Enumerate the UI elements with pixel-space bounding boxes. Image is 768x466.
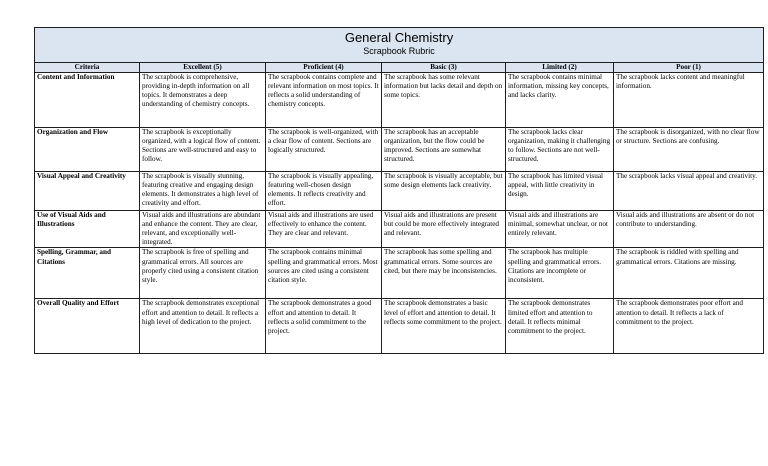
rubric-cell: The scrapbook contains minimal spelling and grammatical errors. Most sources are cited using a consistent citation style. bbox=[266, 248, 382, 299]
criteria-cell: Visual Appeal and Creativity bbox=[35, 172, 140, 211]
rubric-cell: The scrapbook is visually acceptable, but some design elements lack creativity. bbox=[382, 172, 506, 211]
rubric-cell: The scrapbook has an acceptable organization, but the flow could be improved. Sections are somewhat structured. bbox=[382, 128, 506, 172]
header-limited: Limited (2) bbox=[506, 63, 614, 73]
rubric-cell: The scrapbook is visually stunning, featuring creative and engaging design elements. It demonstrates a high level of creativity and effort. bbox=[140, 172, 266, 211]
rubric-cell: The scrapbook is exceptionally organized, with a logical flow of content. Sections are well-structured and easy to follow. bbox=[140, 128, 266, 172]
table-row bbox=[35, 128, 764, 172]
rubric-cell: The scrapbook demonstrates poor effort and attention to detail. It reflects a lack of commitment to the project. bbox=[614, 299, 764, 354]
rubric-cell: Visual aids and illustrations are absent or do not contribute to understanding. bbox=[614, 211, 764, 248]
header-basic: Basic (3) bbox=[382, 63, 506, 73]
header-criteria: Criteria bbox=[35, 63, 140, 73]
criteria-cell: Overall Quality and Effort bbox=[35, 299, 140, 354]
document-title: General Chemistry bbox=[344, 30, 454, 45]
table-row bbox=[35, 172, 764, 211]
rubric-cell: The scrapbook is disorganized, with no clear flow or structure. Sections are confusing. bbox=[614, 128, 764, 172]
header-row bbox=[35, 63, 764, 73]
table-row bbox=[35, 248, 764, 299]
criteria-cell: Content and Information bbox=[35, 73, 140, 128]
criteria-cell: Organization and Flow bbox=[35, 128, 140, 172]
criteria-cell: Use of Visual Aids and Illustrations bbox=[35, 211, 140, 248]
rubric-cell: The scrapbook lacks visual appeal and creativity. bbox=[614, 172, 764, 211]
document-subtitle: Scrapbook Rubric bbox=[363, 46, 435, 56]
rubric-cell: Visual aids and illustrations are present but could be more effectively integrated and relevant. bbox=[382, 211, 506, 248]
rubric-cell: The scrapbook contains minimal information, missing key concepts, and lacks clarity. bbox=[506, 73, 614, 128]
rubric-cell: The scrapbook has multiple spelling and grammatical errors. Citations are incomplete or inconsistent. bbox=[506, 248, 614, 299]
table-row bbox=[35, 299, 764, 354]
criteria-cell: Spelling, Grammar, and Citations bbox=[35, 248, 140, 299]
rubric-cell: The scrapbook demonstrates limited effort and attention to detail. It reflects minimal commitment to the project. bbox=[506, 299, 614, 354]
rubric-cell: The scrapbook contains complete and relevant information on most topics. It reflects a solid understanding of chemistry concepts. bbox=[266, 73, 382, 128]
rubric-cell: The scrapbook demonstrates a basic level of effort and attention to detail. It reflects some commitment to the project. bbox=[382, 299, 506, 354]
rubric-cell: Visual aids and illustrations are minimal, somewhat unclear, or not entirely relevant. bbox=[506, 211, 614, 248]
rubric-cell: The scrapbook has some spelling and grammatical errors. Some sources are cited, but there may be inconsistencies. bbox=[382, 248, 506, 299]
header-excellent: Excellent (5) bbox=[140, 63, 266, 73]
rubric-cell: The scrapbook is free of spelling and grammatical errors. All sources are properly cited using a consistent citation style. bbox=[140, 248, 266, 299]
header-proficient: Proficient (4) bbox=[266, 63, 382, 73]
rubric-cell: The scrapbook demonstrates a good effort and attention to detail. It reflects a solid commitment to the project. bbox=[266, 299, 382, 354]
rubric-cell: The scrapbook has some relevant information but lacks detail and depth on some topics. bbox=[382, 73, 506, 128]
rubric-cell: The scrapbook is visually appealing, featuring well-chosen design elements. It reflects creativity and effort. bbox=[266, 172, 382, 211]
rubric-cell: The scrapbook lacks clear organization, making it challenging to follow. Sections are not well-structured. bbox=[506, 128, 614, 172]
rubric-table bbox=[34, 27, 764, 354]
rubric-cell: Visual aids and illustrations are used effectively to enhance the content. They are clear and relevant. bbox=[266, 211, 382, 248]
rubric-cell: Visual aids and illustrations are abundant and enhance the content. They are clear, relevant, and exceptionally well-integrated. bbox=[140, 211, 266, 248]
rubric-cell: The scrapbook has limited visual appeal, with little creativity in design. bbox=[506, 172, 614, 211]
title-banner bbox=[35, 28, 764, 63]
table-row bbox=[35, 211, 764, 248]
rubric-cell: The scrapbook is comprehensive, providing in-depth information on all topics. It demonstrates a deep understanding of chemistry concepts. bbox=[140, 73, 266, 128]
header-poor: Poor (1) bbox=[614, 63, 764, 73]
table-row bbox=[35, 73, 764, 128]
rubric-cell: The scrapbook lacks content and meaningful information. bbox=[614, 73, 764, 128]
rubric-cell: The scrapbook demonstrates exceptional effort and attention to detail. It reflects a high level of dedication to the project. bbox=[140, 299, 266, 354]
rubric-cell: The scrapbook is riddled with spelling and grammatical errors. Citations are missing. bbox=[614, 248, 764, 299]
rubric-cell: The scrapbook is well-organized, with a clear flow of content. Sections are logically structured. bbox=[266, 128, 382, 172]
